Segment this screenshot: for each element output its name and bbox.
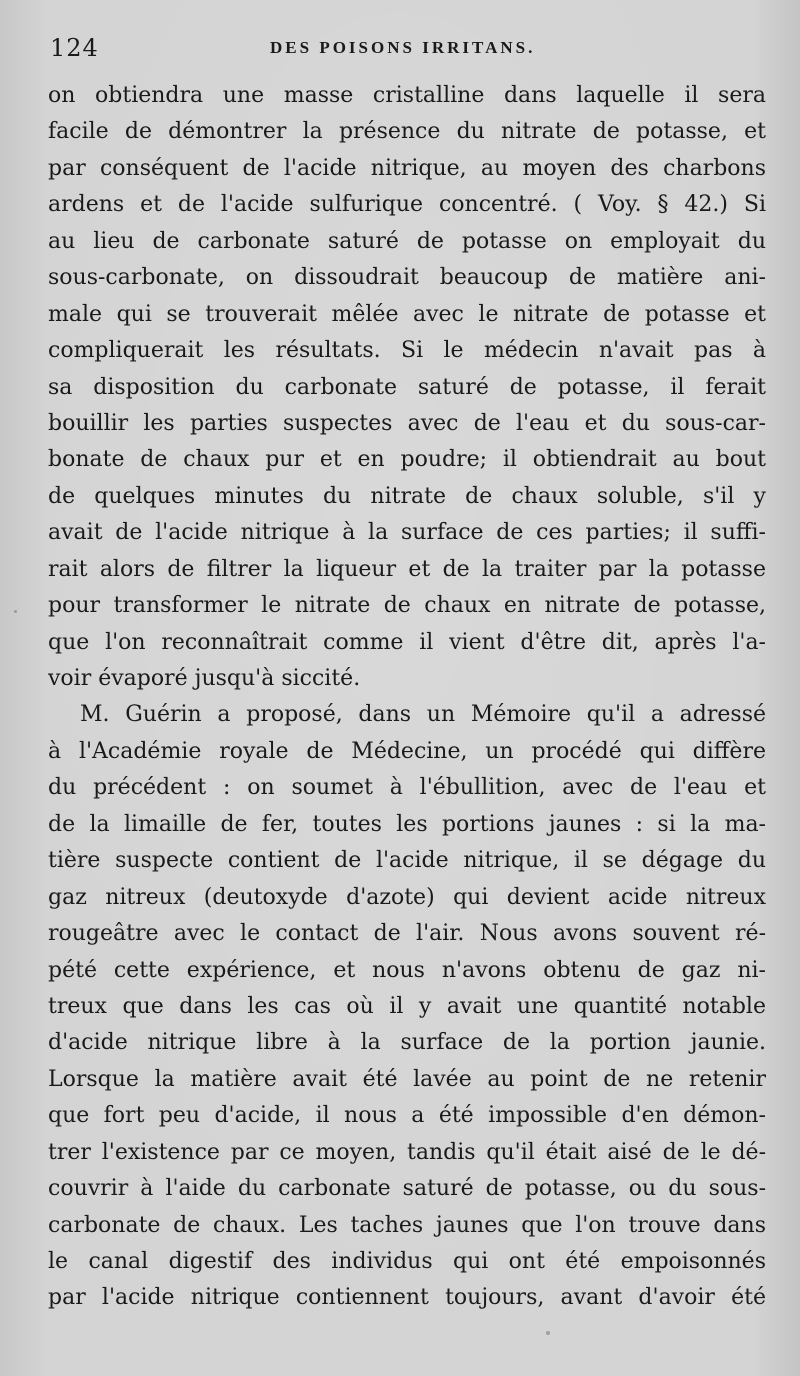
paragraph-end-line: voir évaporé jusqu'à siccité. [48,666,361,691]
running-head [50,34,760,64]
text-line: avait de l'acide nitrique à la surface de ces parties; il suffi- [48,520,766,546]
text-line: facile de démontrer la présence du nitrate de potasse, et [48,119,766,145]
text-line: du précédent : on soumet à l'ébullition, avec de l'eau et [48,775,766,801]
text-line: bonate de chaux pur et en poudre; il obtiendrait au bout [48,447,766,473]
body-text [48,78,766,1317]
text-line: Lorsque la matière avait été lavée au point de ne retenir [48,1066,766,1092]
text-line: que fort peu d'acide, il nous a été impossible d'en démon- [48,1103,766,1129]
text-line: par conséquent de l'acide nitrique, au moyen des charbons [48,155,766,181]
text-line: au lieu de carbonate saturé de potasse on employait du [48,228,766,254]
text-line: de quelques minutes du nitrate de chaux soluble, s'il y [48,483,766,509]
text-line: tière suspecte contient de l'acide nitrique, il se dégage du [48,848,766,874]
text-line: male qui se trouverait mêlée avec le nitrate de potasse et [48,301,766,327]
page-number: 124 [50,34,99,62]
paragraph-start-line: M. Guérin a proposé, dans un Mémoire qu'il a adressé [80,702,766,728]
text-line: de la limaille de fer, toutes les portions jaunes : si la ma- [48,811,766,837]
text-line: treux que dans les cas où il y avait une quantité notable [48,993,766,1019]
text-line: pour transformer le nitrate de chaux en nitrate de potasse, [48,593,766,619]
text-line: rougeâtre avec le contact de l'air. Nous avons souvent ré- [48,921,766,947]
text-line: pété cette expérience, et nous n'avons obtenu de gaz ni- [48,957,766,983]
text-line: gaz nitreux (deutoxyde d'azote) qui devient acide nitreux [48,884,766,910]
paper-blemish [706,1300,709,1303]
text-line: ardens et de l'acide sulfurique concentré. ( Voy. § 42.) Si [48,192,766,218]
text-line: le canal digestif des individus qui ont été empoisonnés [48,1249,766,1274]
text-line: carbonate de chaux. Les taches jaunes que l'on trouve dans [48,1212,766,1238]
text-line: compliquerait les résultats. Si le médecin n'avait pas à [48,338,766,364]
text-line: trer l'existence par ce moyen, tandis qu'il était aisé de le dé- [48,1139,766,1165]
text-line: bouillir les parties suspectes avec de l'eau et du sous-car- [48,410,766,436]
text-line: d'acide nitrique libre à la surface de la portion jaunie. [48,1030,766,1056]
text-line: sa disposition du carbonate saturé de potasse, il ferait [48,374,766,400]
text-line: rait alors de filtrer la liqueur et de la traiter par la potasse [48,556,766,582]
text-line: sous-carbonate, on dissoudrait beaucoup de matière ani- [48,265,766,291]
text-line: à l'Académie royale de Médecine, un procédé qui diffère [48,738,766,764]
text-line: que l'on reconnaîtrait comme il vient d'être dit, après l'a- [48,629,766,655]
text-line: par l'acide nitrique contiennent toujours, avant d'avoir été [48,1285,766,1311]
paper-blemish [546,1331,550,1335]
paper-blemish [14,610,17,613]
text-line: on obtiendra une masse cristalline dans laquelle il sera [48,83,766,108]
running-title: DES POISONS IRRITANS. [270,38,536,57]
text-line: couvrir à l'aide du carbonate saturé de potasse, ou du sous- [48,1176,766,1202]
